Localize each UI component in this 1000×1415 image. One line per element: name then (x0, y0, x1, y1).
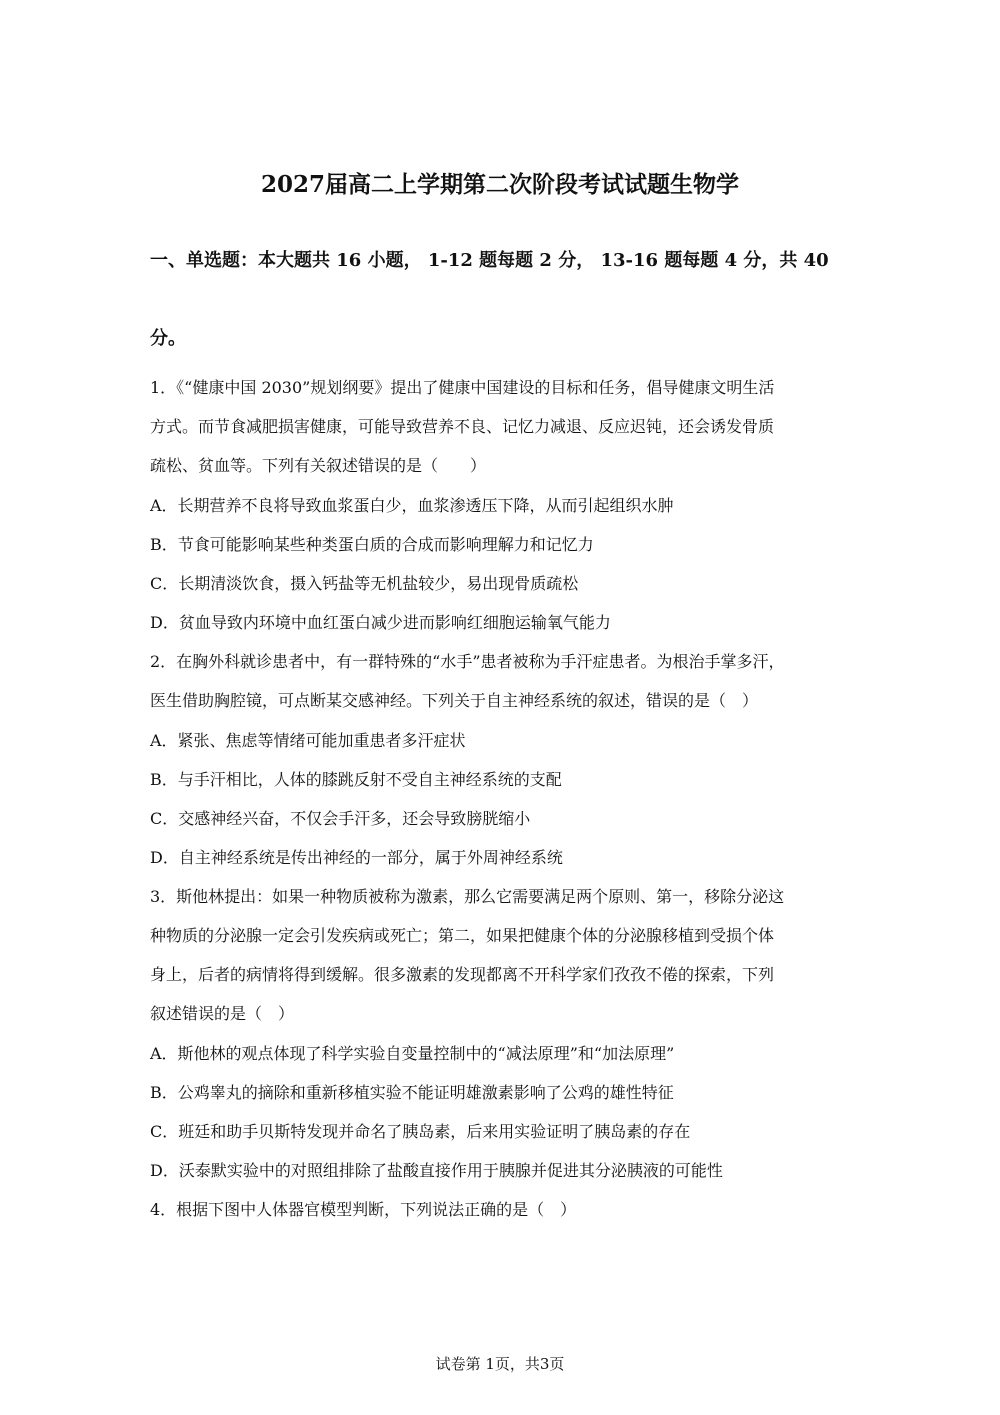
question-stem-line: 疏松、贫血等。下列有关叙述错误的是（ ） (150, 456, 487, 475)
question-stem-line: 叙述错误的是（ ） (150, 1004, 295, 1023)
option-c: C．班廷和助手贝斯特发现并命名了胰岛素，后来用实验证明了胰岛素的存在 (150, 1122, 691, 1141)
section-heading-line-2: 分。 (150, 328, 186, 349)
question-stem-line: 1．《“健康中国 2030”规划纲要》提出了健康中国建设的目标和任务，倡导健康文明生活 (150, 378, 775, 397)
option-b: B．节食可能影响某些种类蛋白质的合成而影响理解力和记忆力 (150, 535, 594, 554)
option-c: C．交感神经兴奋，不仅会手汗多，还会导致膀胱缩小 (150, 809, 531, 828)
option-a: A．斯他林的观点体现了科学实验自变量控制中的“减法原理”和“加法原理” (150, 1044, 675, 1063)
page-footer: 试卷第 1页，共3页 (435, 1355, 565, 1373)
question-stem-line: 种物质的分泌腺一定会引发疾病或死亡；第二，如果把健康个体的分泌腺移植到受损个体 (150, 926, 775, 945)
question-stem-line: 医生借助胸腔镜，可点断某交感神经。下列关于自主神经系统的叙述，错误的是（ ） (150, 691, 759, 710)
option-c: C．长期清淡饮食，摄入钙盐等无机盐较少，易出现骨质疏松 (150, 574, 579, 593)
page-title: 2027届高二上学期第二次阶段考试试题生物学 (260, 171, 739, 198)
question-stem-line: 2．在胸外科就诊患者中，有一群特殊的“水手”患者被称为手汗症患者。为根治手掌多汗， (150, 652, 785, 671)
option-d: D．自主神经系统是传出神经的一部分，属于外周神经系统 (150, 848, 563, 867)
question-stem-line: 4．根据下图中人体器官模型判断，下列说法正确的是（ ） (150, 1200, 577, 1219)
option-a: A．长期营养不良将导致血浆蛋白少，血浆渗透压下降，从而引起组织水肿 (150, 496, 674, 515)
option-a: A．紧张、焦虑等情绪可能加重患者多汗症状 (150, 731, 466, 750)
option-d: D．沃泰默实验中的对照组排除了盐酸直接作用于胰腺并促进其分泌胰液的可能性 (150, 1161, 723, 1180)
question-stem-line: 方式。而节食减肥损害健康，可能导致营养不良、记忆力减退、反应迟钝，还会诱发骨质 (150, 417, 775, 436)
option-d: D．贫血导致内环境中血红蛋白减少进而影响红细胞运输氧气能力 (150, 613, 611, 632)
question-stem-line: 身上，后者的病情将得到缓解。很多激素的发现都离不开科学家们孜孜不倦的探索，下列 (150, 965, 775, 984)
section-heading-line-1: 一、单选题：本大题共 16 小题， 1-12 题每题 2 分， 13-16 题每题 4 分，共 40 (150, 250, 829, 271)
section-heading (150, 240, 850, 360)
option-b: B．与手汗相比，人体的膝跳反射不受自主神经系统的支配 (150, 770, 562, 789)
question-stem-line: 3．斯他林提出：如果一种物质被称为激素，那么它需要满足两个原则、第一，移除分泌这 (150, 887, 785, 906)
option-b: B．公鸡睾丸的摘除和重新移植实验不能证明雄激素影响了公鸡的雄性特征 (150, 1083, 674, 1102)
